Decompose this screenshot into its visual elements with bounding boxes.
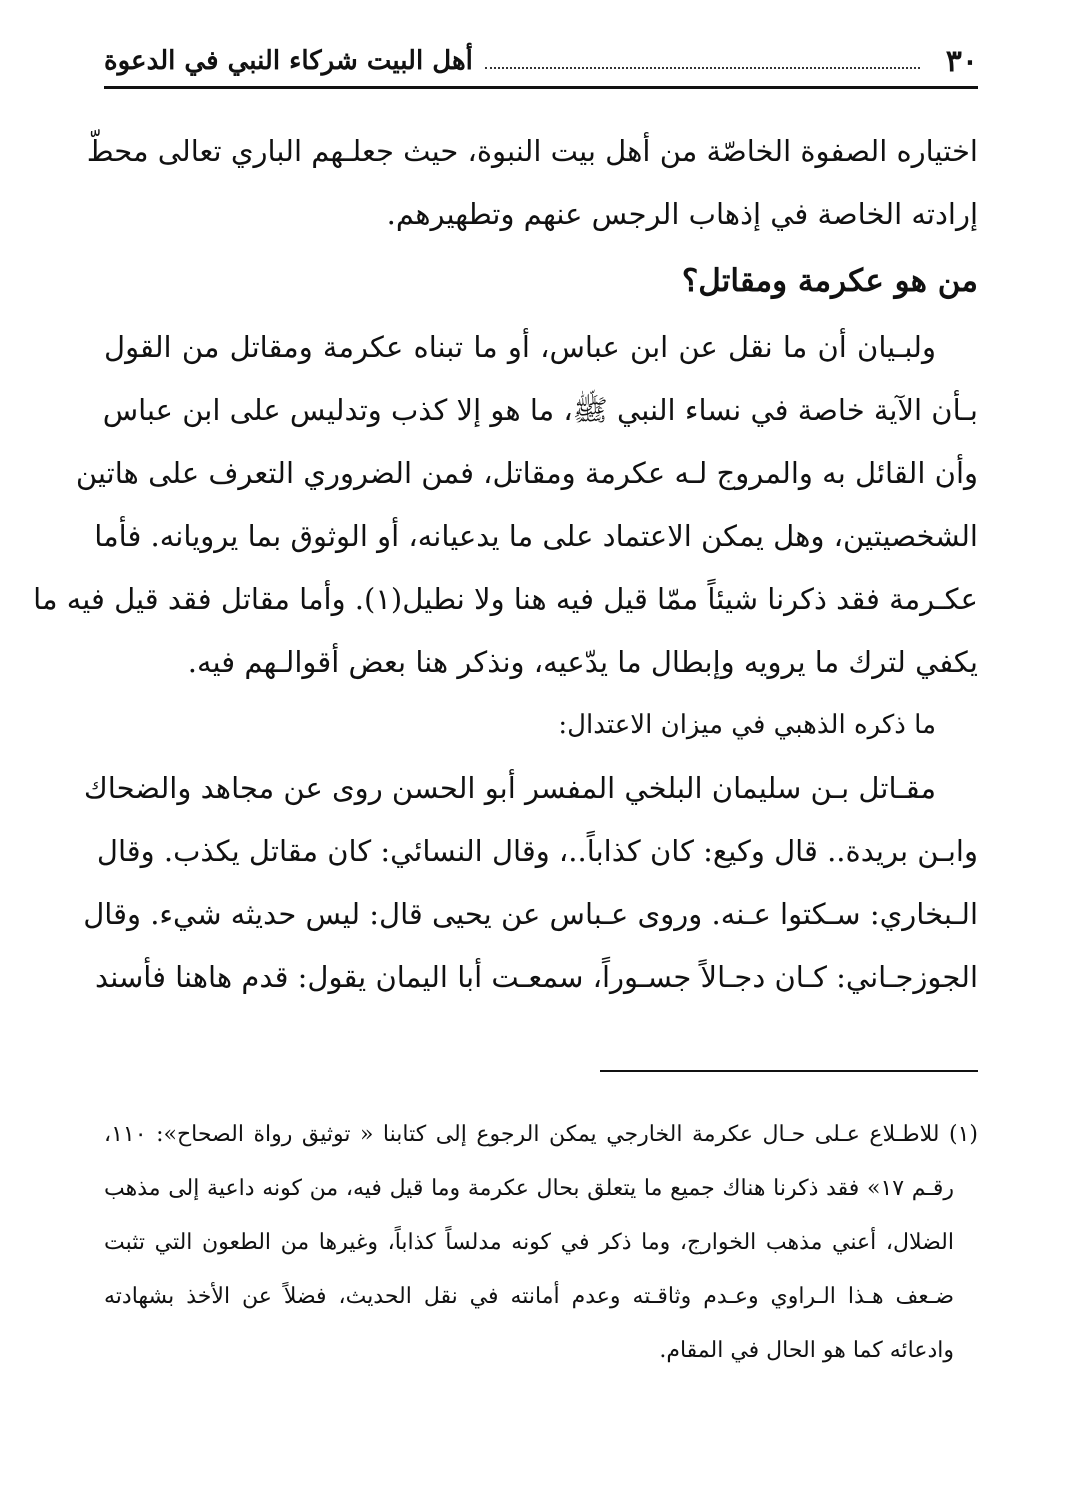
footnotes <box>104 1108 978 1378</box>
page-number: ٣٠ <box>945 43 978 79</box>
running-header <box>104 36 978 89</box>
body-line: إرادته الخاصة في إذهاب الرجس عنهم وتطهيرهم. <box>386 197 978 231</box>
body-line: اختياره الصفوة الخاصّة من أهل بيت النبوة، حيث جعلـهم الباري تعالى محطّ <box>86 134 978 168</box>
footnote-line: رقـم ١٧» فقد ذكرنا هناك جميع ما يتعلق بحال عكرمة وما قيل فيه، من كونه داعية إلى مذهب <box>104 1176 954 1201</box>
footnote-line: (١) للاطـلاع عـلى حـال عكرمة الخارجي يمكن الرجوع إلى كتابنا « توثيق رواة الصحاح»: ١١٠، <box>104 1122 978 1147</box>
body-line: وابـن بريدة.. قال وكيع: كان كذاباً..، وقال النسائي: كان مقاتل يكذب. وقال <box>96 834 978 868</box>
source-subheading: ما ذكره الذهبي في ميزان الاعتدال: <box>558 710 936 740</box>
main-text <box>33 120 978 1009</box>
footnote-separator <box>600 1070 978 1072</box>
footnote-line: ضـعف هـذا الـراوي وعـدم وثاقـته وعدم أمانته في نقل الحديث، فضلاً عن الأخذ بشهادته <box>104 1284 954 1309</box>
body-line: وأن القائل به والمروج لـه عكرمة ومقاتل، فمن الضروري التعرف على هاتين <box>75 456 978 490</box>
body-line: بـأن الآية خاصة في نساء النبي ﷺ، ما هو إلا كذب وتدليس على ابن عباس <box>102 393 978 427</box>
body-line: عكـرمة فقد ذكرنا شيئاً ممّا قيل فيه هنا ولا نطيل(١). وأما مقاتل فقد قيل فيه ما <box>33 582 978 616</box>
body-line: الجوزجـاني: كـان دجـالاً جسـوراً، سمعـت أبا اليمان يقول: قدم هاهنا فأسند <box>94 960 978 994</box>
header-dot-leader <box>485 67 920 69</box>
section-heading: من هو عكرمة ومقاتل؟ <box>681 263 978 299</box>
footnote-line: وادعائه كما هو الحال في المقام. <box>659 1338 954 1363</box>
body-line: مقـاتل بـن سليمان البلخي المفسر أبو الحسن روى عن مجاهد والضحاك <box>83 771 936 805</box>
footnote-line: الضلال، أعني مذهب الخوارج، وما ذكر في كونه مدلساً كذاباً، وغيرها من الطعون التي تثبت <box>104 1230 954 1255</box>
body-line: الـبخاري: سـكتوا عـنه. وروى عـباس عن يحيى قال: ليس حديثه شيء. وقال <box>83 897 978 931</box>
body-line: ولبـيان أن ما نقل عن ابن عباس، أو ما تبناه عكرمة ومقاتل من القول <box>104 330 936 364</box>
running-title: أهل البيت شركاء النبي في الدعوة <box>104 46 473 76</box>
body-line: الشخصيتين، وهل يمكن الاعتماد على ما يدعيانه، أو الوثوق بما يرويانه. فأما <box>94 519 978 553</box>
body-line: يكفي لترك ما يرويه وإبطال ما يدّعيه، ونذكر هنا بعض أقوالـهم فيه. <box>187 645 978 679</box>
